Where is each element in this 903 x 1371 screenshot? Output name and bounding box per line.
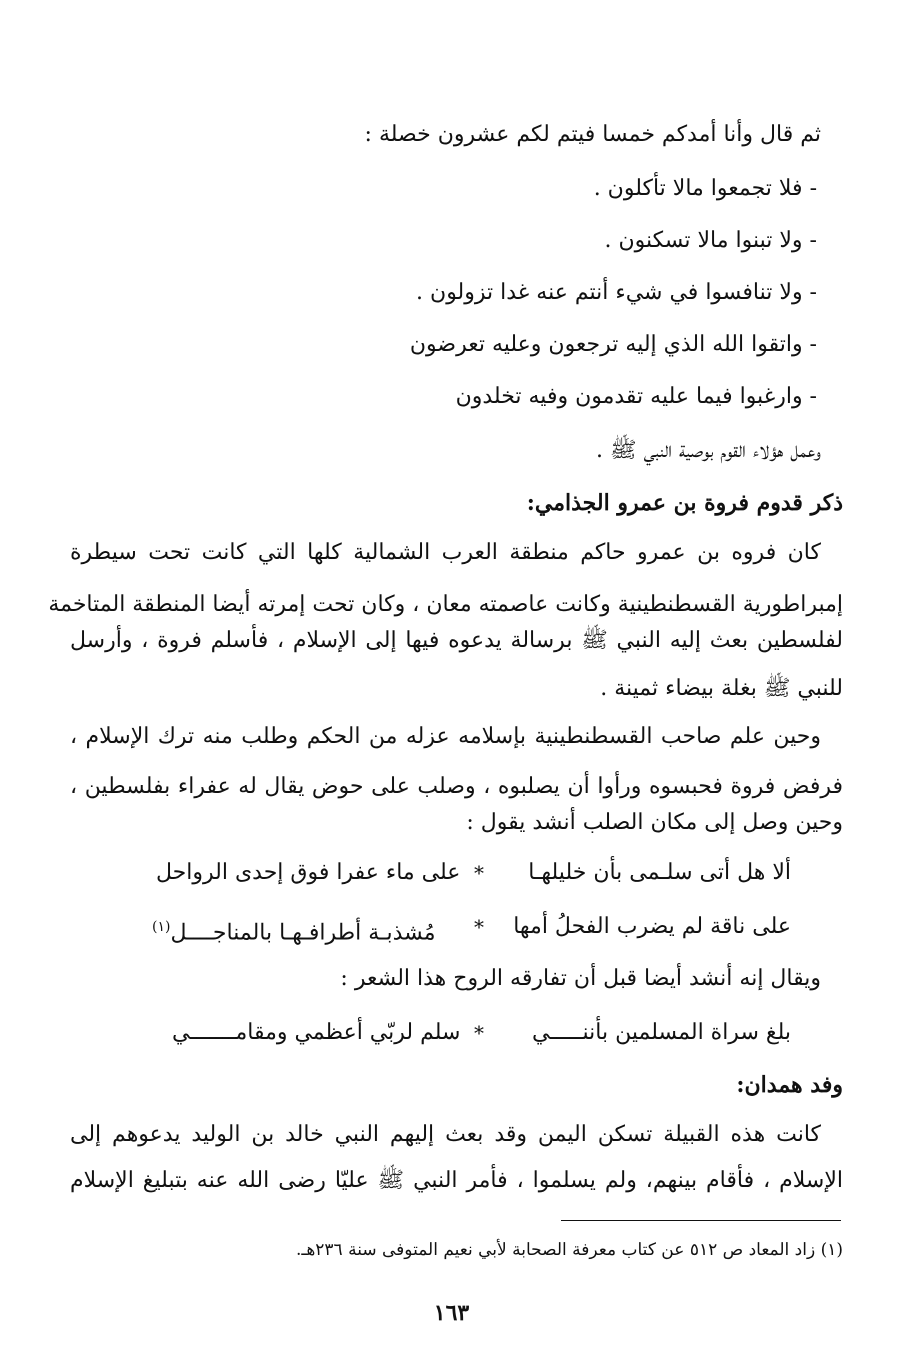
text-line: ثم قال وأنا أمدكم خمسا فيتم لكم عشرون خصلة : [364,122,821,147]
verse-separator: * [474,861,484,885]
paragraph-line: لفلسطين بعث إليه النبي ﷺ برسالة يدعوه فيها إلى الإسلام ، فأسلم فروة ، وأرسل [70,628,843,653]
list-item: - ولا تنافسوا في شيء أنتم عنه غدا تزولون . [416,280,817,305]
paragraph-line: ويقال إنه أنشد أيضا قبل أن تفارقه الروح هذا الشعر : [340,966,821,991]
verse-separator: * [474,915,484,939]
list-item: - وارغبوا فيما عليه تقدمون وفيه تخلدون [455,384,817,409]
page-number: ١٦٣ [433,1300,470,1326]
paragraph-line: وحين علم صاحب القسطنطينية بإسلامه عزله من الحكم وطلب منه ترك الإسلام ، [70,724,821,749]
section-heading: وفد همدان: [736,1072,843,1098]
paragraph-line: للنبي ﷺ بغلة بيضاء ثمينة . [600,676,843,701]
verse-first-hemistich: ألا هل أتى سلـمى بأن خليلهـا [528,860,791,885]
list-item: - ولا تبنوا مالا تسكنون . [604,228,817,253]
footnote-marker: (١) [152,919,171,935]
verse-first-hemistich: بلغ سراة المسلمين بأننـــــي [531,1020,791,1045]
paragraph-line: وحين وصل إلى مكان الصلب أنشد يقول : [466,810,843,835]
paragraph-line: كان فروه بن عمرو حاكم منطقة العرب الشمالية كلها التي كانت تحت سيطرة [70,540,821,565]
paragraph-line: الإسلام ، فأقام بينهم، ولم يسلموا ، فأمر النبي ﷺ عليّا رضى الله عنه بتبليغ الإسلام [70,1168,843,1193]
verse-separator: * [474,1021,484,1045]
verse-first-hemistich: على ناقة لم يضرب الفحلُ أمها [513,914,791,939]
list-item: - فلا تجمعوا مالا تأكلون . [593,176,817,201]
list-item: - واتقوا الله الذي إليه ترجعون وعليه تعرضون [409,332,817,357]
paragraph-line: فرفض فروة فحبسوه ورأوا أن يصلبوه ، وصلب على حوض يقال له عفراء بفلسطين ، [70,774,843,799]
section-heading: ذكر قدوم فروة بن عمرو الجذامي: [526,490,843,516]
verse-text: مُشذبـة أطرافـهـا بالمناجــــل [170,920,436,946]
footnote-rule [561,1220,841,1221]
paragraph-line: كانت هذه القبيلة تسكن اليمن وقد بعث إليهم النبي خالد بن الوليد يدعوهم إلى [70,1122,821,1147]
footnote: (١) زاد المعاد ص ٥١٢ عن كتاب معرفة الصحابة لأبي نعيم المتوفى سنة ٢٣٦هـ. [295,1240,843,1260]
text-line: وعمل هؤلاء القوم بوصية النبي ﷺ . [596,438,821,463]
paragraph-line: إمبراطورية القسطنطينية وكانت عاصمته معان ، وكان تحت إمرته أيضا المنطقة المتاخمة [48,592,843,617]
verse-second-hemistich [152,910,436,950]
verse-second-hemistich: على ماء عفرا فوق إحدى الرواحل [156,860,461,885]
verse-second-hemistich: سلم لربّي أعظمي ومقامـــــــي [172,1020,461,1045]
